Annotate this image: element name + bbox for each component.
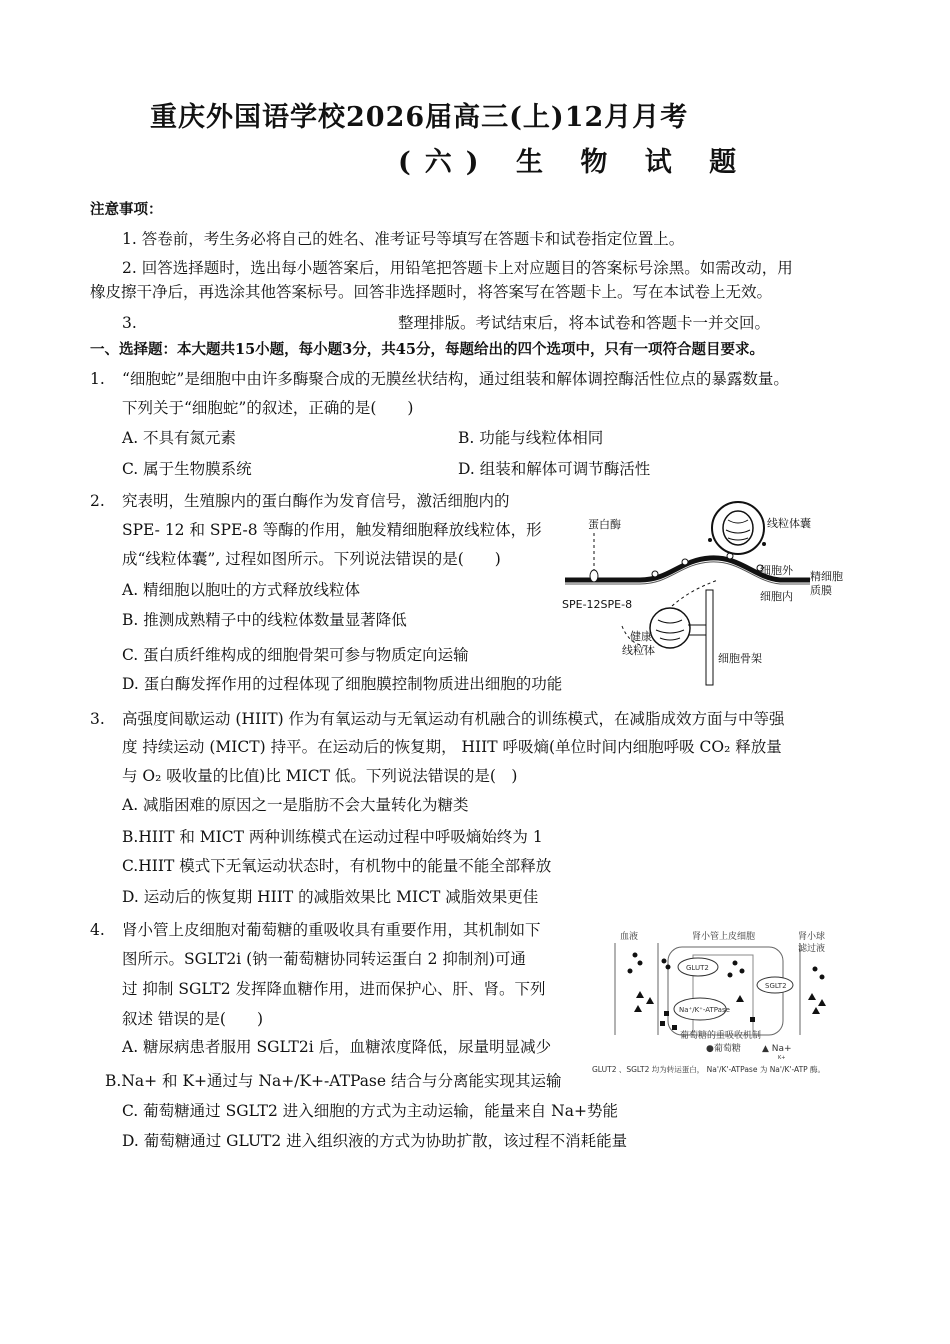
label-skeleton: 细胞骨架 xyxy=(718,652,762,665)
figure-caption: 葡萄糖的重吸收机制 xyxy=(680,1031,762,1041)
notice-heading: 注意事项： xyxy=(90,201,163,218)
q4-stem-line1: 肾小管上皮细胞对葡萄糖的重吸收具有重要作用，其机制如下 xyxy=(122,921,541,939)
notice-item-1: 1. 答卷前，考生务必将自己的姓名、准考证号等填写在答题卡和试卷指定位置上。 xyxy=(122,230,685,248)
q2-option-c: C. 蛋白质纤维构成的细胞骨架可参与物质定向运输 xyxy=(122,646,469,664)
q3-stem-line3: 与 O₂ 吸收量的比值)比 MICT 低。下列说法错误的是( ) xyxy=(122,767,518,785)
notice-item-3: 整理排版。考试结束后，将本试卷和答题卡一并交回。 xyxy=(398,314,771,332)
q3-option-a: A. 减脂困难的原因之一是脂肪不会大量转化为糖类 xyxy=(122,796,469,814)
label-filtrate-2: 滤过液 xyxy=(798,944,826,954)
q2-stem-line1: 究表明，生殖腺内的蛋白酶作为发育信号，激活细胞内的 xyxy=(122,492,510,510)
q1-option-c: C. 属于生物膜系统 xyxy=(122,460,252,478)
label-sglt2: SGLT2 xyxy=(765,982,787,990)
label-inside: 细胞内 xyxy=(760,590,793,603)
cytoskeleton xyxy=(706,590,713,685)
label-glut2: GLUT2 xyxy=(686,964,709,972)
label-epithelial: 肾小管上皮细胞 xyxy=(692,932,756,942)
q2-stem-line2: SPE- 12 和 SPE-8 等酶的作用，触发精细胞释放线粒体，形 xyxy=(122,521,542,539)
label-vesicle: 线粒体囊 xyxy=(767,517,811,530)
q3-number: 3. xyxy=(90,710,105,728)
q1-stem-line1: “细胞蛇”是细胞中由许多酶聚合成的无膜丝状结构，通过组装和解体调控酶活性位点的暴露数量。 xyxy=(122,370,789,388)
label-atpase: Na⁺/K⁺-ATPase xyxy=(679,1006,730,1014)
label-outside: 细胞外 xyxy=(760,564,793,577)
glucose-reabsorption-figure xyxy=(590,925,880,1080)
q4-number: 4. xyxy=(90,921,105,939)
page-subtitle: (六) 生 物 试 题 xyxy=(398,147,751,178)
q4-stem-line2: 图所示。SGLT2i (钠一葡萄糖协同转运蛋白 2 抑制剂)可通 xyxy=(122,950,526,968)
page-title: 重庆外国语学校2026届高三(上)12月月考 xyxy=(150,102,689,133)
q3-stem-line1: 高强度间歇运动 (HIIT) 作为有氧运动与无氧运动有机融合的训练模式，在减脂成效方面与中等强 xyxy=(122,710,785,728)
legend-potassium: K+ xyxy=(778,1055,786,1061)
q2-option-d: D. 蛋白酶发挥作用的过程体现了细胞膜控制物质进出细胞的功能 xyxy=(122,675,563,693)
q2-option-a: A. 精细胞以胞吐的方式释放线粒体 xyxy=(122,581,361,599)
q3-option-b: B.HIIT 和 MICT 两种训练模式在运动过程中呼吸熵始终为 1 xyxy=(122,828,543,846)
notice-item-3-number: 3. xyxy=(122,314,137,332)
label-filtrate-1: 肾小球 xyxy=(798,932,826,942)
q4-stem-line3: 过 抑制 SGLT2 发挥降血糖作用，进而保护心、肝、肾。下列 xyxy=(122,980,546,998)
q4-option-c: C. 葡萄糖通过 SGLT2 进入细胞的方式为主动运输，能量来自 Na+势能 xyxy=(122,1102,618,1120)
healthy-mitochondrion xyxy=(650,608,690,648)
mitochondria-vesicle-figure xyxy=(560,500,860,690)
q1-option-d: D. 组装和解体可调节酶活性 xyxy=(458,460,651,478)
section-heading: 一、选择题：本大题共15小题，每小题3分，共45分，每题给出的四个选项中，只有一项符合题目要求。 xyxy=(90,341,764,358)
q4-option-b: B.Na+ 和 K+通过与 Na+/K+-ATPase 结合与分离能实现其运输 xyxy=(105,1072,562,1090)
q1-stem-line2: 下列关于“细胞蛇”的叙述，正确的是( ) xyxy=(122,399,414,417)
label-membrane-2: 质膜 xyxy=(810,584,832,597)
legend-glucose: ●葡萄糖 xyxy=(706,1044,741,1054)
label-spe: SPE-12SPE-8 xyxy=(562,598,633,611)
legend-sodium: ▲ Na+ xyxy=(762,1044,792,1054)
q3-option-d: D. 运动后的恢复期 HIIT 的减脂效果比 MICT 减脂效果更佳 xyxy=(122,888,539,906)
q2-option-b: B. 推测成熟精子中的线粒体数量显著降低 xyxy=(122,611,407,629)
q4-option-d: D. 葡萄糖通过 GLUT2 进入组织液的方式为协助扩散，该过程不消耗能量 xyxy=(122,1132,628,1150)
q4-stem-line4: 叙述 错误的是( ) xyxy=(122,1010,264,1028)
label-membrane-1: 精细胞 xyxy=(810,570,843,583)
notice-item-2-line2: 橡皮擦干净后，再选涂其他答案标号。回答非选择题时，将答案写在答题卡上。写在本试卷上无效。 xyxy=(90,283,773,301)
q1-option-a: A. 不具有氮元素 xyxy=(122,429,237,447)
q3-stem-line2: 度 持续运动 (MICT) 持平。在运动后的恢复期， HIIT 呼吸熵(单位时间内细胞呼吸 CO₂ 释放量 xyxy=(122,738,782,756)
figure-note: GLUT2 、SGLT2 均为转运蛋白， Na'/K'-ATPase 为 Na'/K'-ATP 酶。 xyxy=(592,1065,826,1074)
label-healthy-2: 线粒体 xyxy=(622,644,655,657)
q1-number: 1. xyxy=(90,370,105,388)
q3-option-c: C.HIIT 模式下无氧运动状态时，有机物中的能量不能全部释放 xyxy=(122,857,552,875)
label-protease: 蛋白酶 xyxy=(588,518,621,531)
q1-option-b: B. 功能与线粒体相同 xyxy=(458,429,604,447)
q2-number: 2. xyxy=(90,492,105,510)
notice-item-2-line1: 2. 回答选择题时，选出每小题答案后，用铅笔把答题卡上对应题目的答案标号涂黑。如需改动，用 xyxy=(122,259,793,277)
q4-option-a: A. 糖尿病患者服用 SGLT2i 后，血糖浓度降低，尿量明显减少 xyxy=(122,1038,552,1056)
q2-stem-line3: 成“线粒体囊”, 过程如图所示。下列说法错误的是( ) xyxy=(122,550,501,568)
label-healthy-1: 健康 xyxy=(630,630,652,643)
label-blood: 血液 xyxy=(620,932,639,942)
